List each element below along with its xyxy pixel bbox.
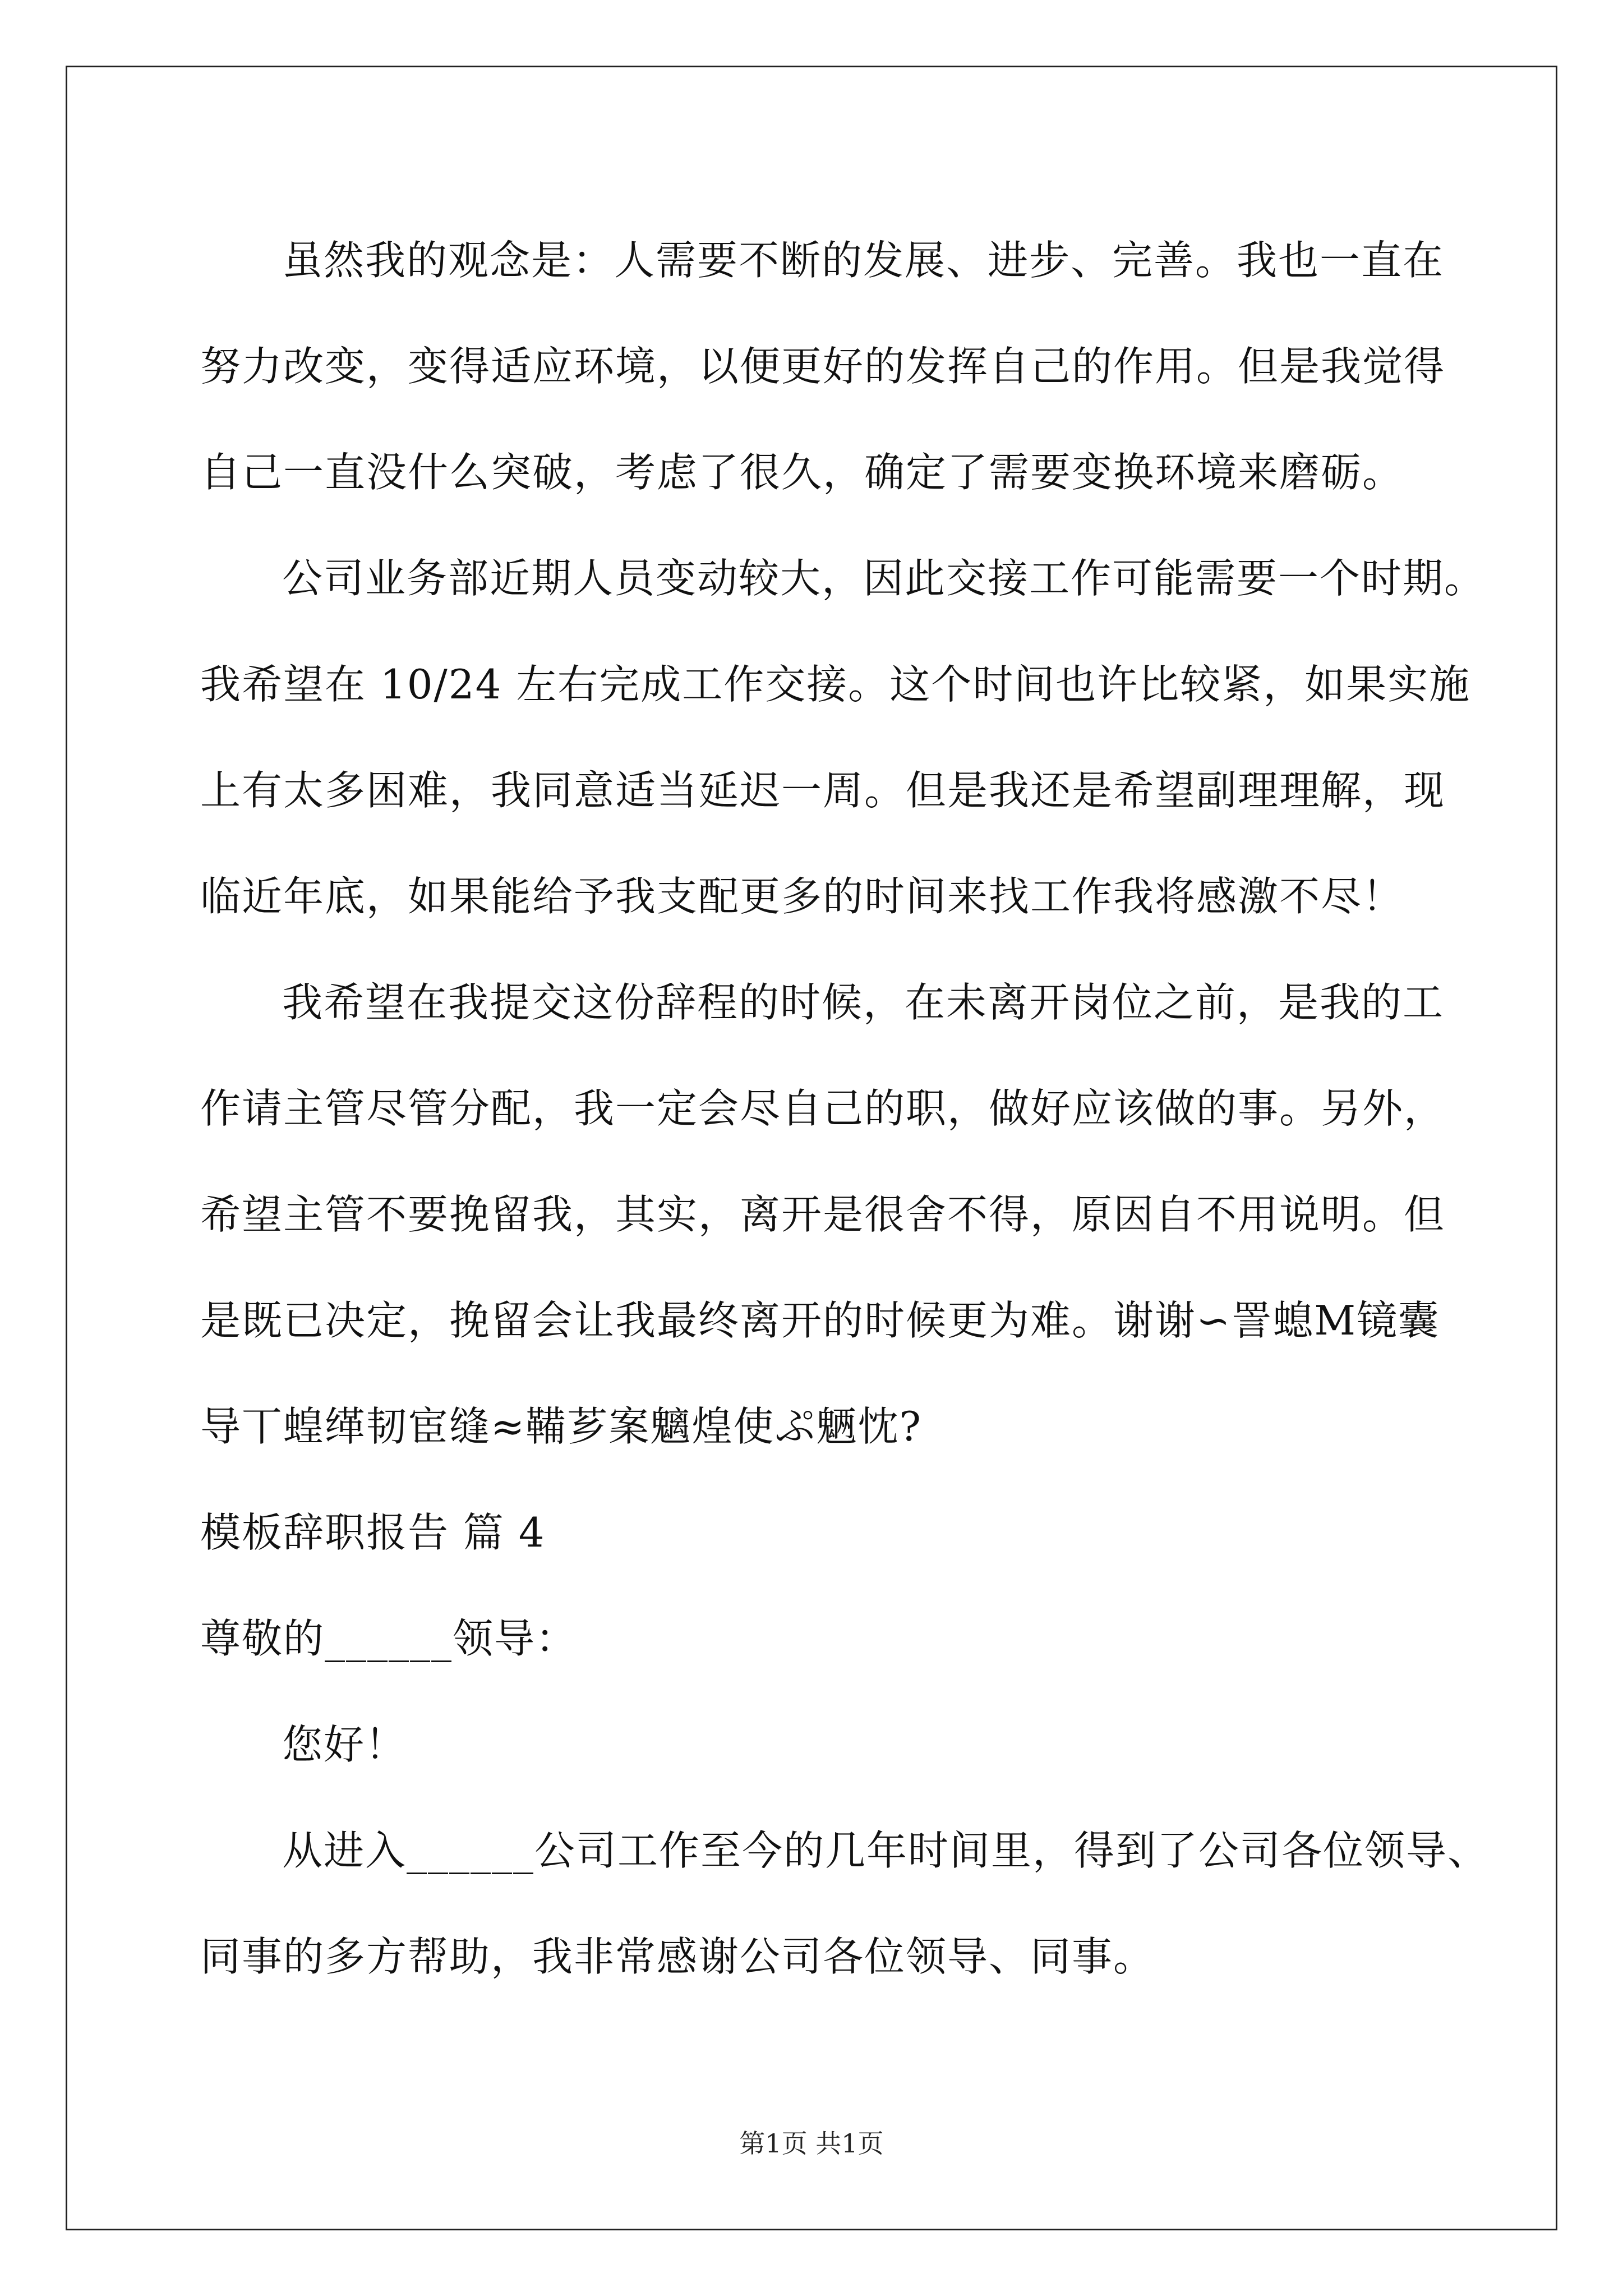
paragraph-line: 公司业务部近期人员变动较大，因此交接工作可能需要一个时期。 xyxy=(282,555,1486,602)
paragraph-line: 我希望在我提交这份辞程的时候，在未离开岗位之前，是我的工 xyxy=(282,979,1445,1026)
document-body xyxy=(200,208,1490,2010)
paragraph-line: 临近年底，如果能给予我支配更多的时间来找工作我将感激不尽！ xyxy=(200,873,1404,920)
salutation: 尊敬的______领导： xyxy=(200,1615,578,1662)
greeting: 您好！ xyxy=(282,1721,407,1768)
paragraph-line: 从进入______公司工作至今的几年时间里，得到了公司各位领导、 xyxy=(282,1827,1490,1874)
paragraph-line: 努力改变，变得适应环境，以便更好的发挥自己的作用。但是我觉得 xyxy=(200,343,1446,390)
paragraph-line: 是既已决定，挽留会让我最终离开的时候更为难。谢谢∽詈螅Μ镜囊 xyxy=(200,1297,1440,1344)
page-footer: 第1页 共1页 xyxy=(739,2128,884,2159)
paragraph-line: 虽然我的观念是：人需要不断的发展、进步、完善。我也一直在 xyxy=(282,237,1445,284)
section-heading: 模板辞职报告 篇 4 xyxy=(200,1509,546,1556)
paragraph-line: 导丅蝗缂韧宦缝≈鞴芗案魑煌使ぷ魉忱? xyxy=(200,1403,922,1450)
paragraph-line: 希望主管不要挽留我，其实，离开是很舍不得，原因自不用说明。但 xyxy=(200,1191,1446,1238)
paragraph-line: 自己一直没什么突破，考虑了很久，确定了需要变换环境来磨砺。 xyxy=(200,449,1404,496)
paragraph-line: 作请主管尽管分配，我一定会尽自己的职，做好应该做的事。另外， xyxy=(200,1085,1446,1132)
paragraph-line: 我希望在 10/24 左右完成工作交接。这个时间也许比较紧，如果实施 xyxy=(200,661,1471,708)
paragraph-line: 上有太多困难，我同意适当延迟一周。但是我还是希望副理理解，现 xyxy=(200,767,1446,814)
paragraph-line: 同事的多方帮助，我非常感谢公司各位领导、同事。 xyxy=(200,1933,1155,1980)
